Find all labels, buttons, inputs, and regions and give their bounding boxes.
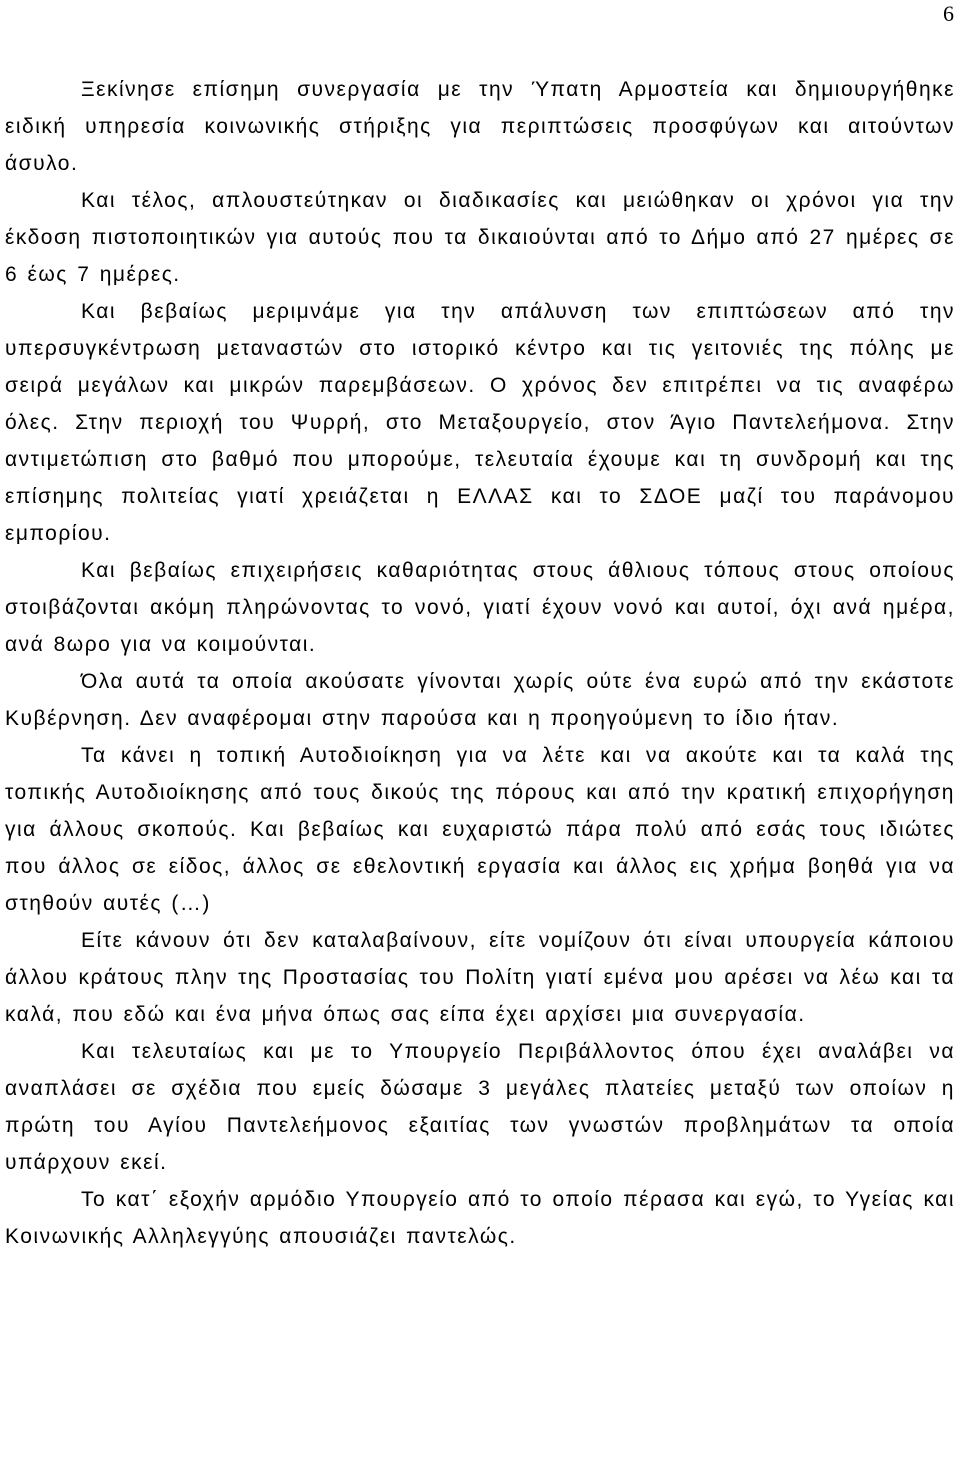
paragraph: Είτε κάνουν ότι δεν καταλαβαίνουν, είτε νομίζουν ότι είναι υπουργεία κάποιου άλλου κράτους πλην της Προστασίας του Πολίτη γιατί εμένα μου αρέσει να λέω και τα καλά, που εδώ και ένα μήνα όπως σας είπα έχει αρχίσει μια συνεργασία.	[5, 929, 955, 1026]
paragraph: Και τελευταίως και με το Υπουργείο Περιβάλλοντος όπου έχει αναλάβει να αναπλάσει σε σχέδια που εμείς δώσαμε 3 μεγάλες πλατείες μεταξύ των οποίων η πρώτη του Αγίου Παντελεήμονος εξαιτίας των γνωστών προβλημάτων τα οποία υπάρχουν εκεί.	[5, 1040, 955, 1174]
paragraph: Και βεβαίως επιχειρήσεις καθαριότητας στους άθλιους τόπους στους οποίους στοιβάζονται ακόμη πληρώνοντας το νονό, γιατί έχουν νονό και αυτοί, όχι ανά ημέρα, ανά 8ωρο για να κοιμούνται.	[5, 559, 955, 656]
paragraph: Ξεκίνησε επίσημη συνεργασία με την Ύπατη Αρμοστεία και δημιουργήθηκε ειδική υπηρεσία κοινωνικής στήριξης για περιπτώσεις προσφύγων και αιτούντων άσυλο.	[5, 78, 955, 175]
paragraph: Και βεβαίως μεριμνάμε για την απάλυνση των επιπτώσεων από την υπερσυγκέντρωση μεταναστών στο ιστορικό κέντρο και τις γειτονιές της πόλης με σειρά μεγάλων και μικρών παρεμβάσεων. Ο χρόνος δεν επιτρέπει να τις αναφέρω όλες. Στην περιοχή του Ψυρρή, στο Μεταξουργείο, στον Άγιο Παντελεήμονα. Στην αντιμετώπιση στο βαθμό που μπορούμε, τελευταία έχουμε και τη συνδρομή και της επίσημης πολιτείας γιατί χρειάζεται η ΕΛΛΑΣ και το ΣΔΟΕ μαζί του παράνομου εμπορίου.	[5, 300, 955, 545]
paragraph: Και τέλος, απλουστεύτηκαν οι διαδικασίες και μειώθηκαν οι χρόνοι για την έκδοση πιστοποιητικών για αυτούς που τα δικαιούνται από το Δήμο από 27 ημέρες σε 6 έως 7 ημέρες.	[5, 189, 955, 286]
paragraph: Όλα αυτά τα οποία ακούσατε γίνονται χωρίς ούτε ένα ευρώ από την εκάστοτε Κυβέρνηση. Δεν αναφέρομαι στην παρούσα και η προηγούμενη το ίδιο ήταν.	[5, 670, 955, 730]
paragraph: Τα κάνει η τοπική Αυτοδιοίκηση για να λέτε και να ακούτε και τα καλά της τοπικής Αυτοδιοίκησης από τους δικούς της πόρους και από την κρατική επιχορήγηση για άλλους σκοπούς. Και βεβαίως και ευχαριστώ πάρα πολύ από εσάς τους ιδιώτες που άλλος σε είδος, άλλος σε εθελοντική εργασία και άλλος εις χρήμα βοηθά για να στηθούν αυτές (…)	[5, 744, 955, 915]
paragraph: Το κατ΄ εξοχήν αρμόδιο Υπουργείο από το οποίο πέρασα και εγώ, το Υγείας και Κοινωνικής Αλληλεγγύης απουσιάζει παντελώς.	[5, 1188, 955, 1248]
page-number: 6	[943, 1, 954, 26]
body-text	[5, 71, 955, 1255]
